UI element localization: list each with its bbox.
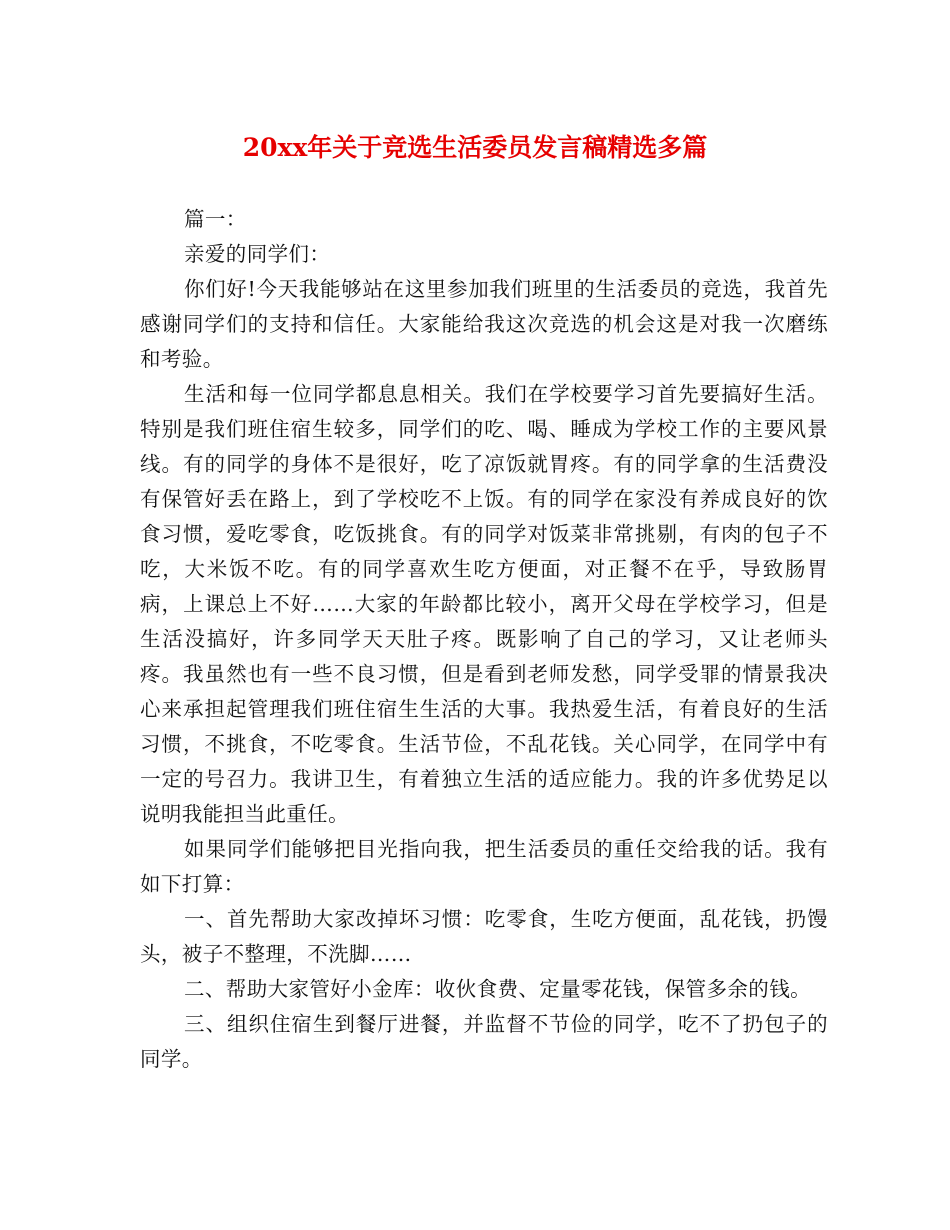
document-title: 20xx年关于竞选生活委员发言稿精选多篇 bbox=[242, 133, 708, 162]
salutation: 亲爱的同学们： bbox=[184, 242, 331, 266]
section-heading: 篇一： bbox=[184, 207, 247, 231]
document-body bbox=[140, 202, 828, 1077]
plan-item-1: 一、首先帮助大家改掉坏习惯：吃零食，生吃方便面，乱花钱，扔馒头，被子不整理，不洗脚…… bbox=[140, 907, 828, 966]
paragraph-greeting: 你们好!今天我能够站在这里参加我们班里的生活委员的竞选，我首先感谢同学们的支持和信任。大家能给我这次竞选的机会这是对我一次磨练和考验。 bbox=[140, 277, 828, 371]
paragraph-plans-intro: 如果同学们能够把目光指向我，把生活委员的重任交给我的话。我有如下打算： bbox=[140, 837, 828, 896]
paragraph-life: 生活和每一位同学都息息相关。我们在学校要学习首先要搞好生活。特别是我们班住宿生较多，同学们的吃、喝、睡成为学校工作的主要风景线。有的同学的身体不是很好，吃了凉饭就胃疼。有的同学拿的生活费没有保管好丢在路上，到了学校吃不上饭。有的同学在家没有养成良好的饮食习惯，爱吃零食，吃饭挑食。有的同学对饭菜非常挑剔，有肉的包子不吃，大米饭不吃。有的同学喜欢生吃方便面，对正餐不在乎，导致肠胃病，上课总上不好……大家的年龄都比较小，离开父母在学校学习，但是生活没搞好，许多同学天天肚子疼。既影响了自己的学习，又让老师头疼。我虽然也有一些不良习惯，但是看到老师发愁，同学受罪的情景我决心来承担起管理我们班住宿生生活的大事。我热爱生活，有着良好的生活习惯，不挑食，不吃零食。生活节俭，不乱花钱。关心同学，在同学中有一定的号召力。我讲卫生，有着独立生活的适应能力。我的许多优势足以说明我能担当此重任。 bbox=[140, 382, 828, 826]
plan-item-3: 三、组织住宿生到餐厅进餐，并监督不节俭的同学，吃不了扔包子的同学。 bbox=[140, 1012, 828, 1071]
plan-item-2: 二、帮助大家管好小金库：收伙食费、定量零花钱，保管多余的钱。 bbox=[184, 977, 811, 1001]
